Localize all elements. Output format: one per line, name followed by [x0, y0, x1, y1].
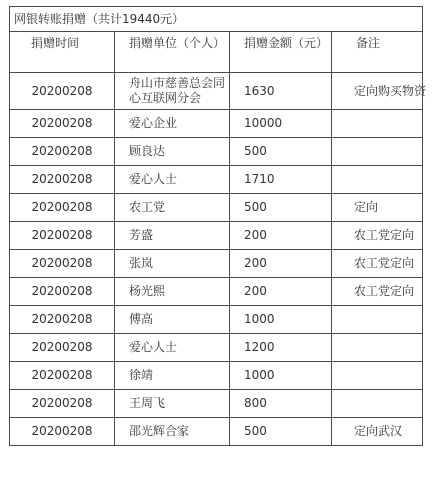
amount-cell: 10000 — [230, 110, 332, 138]
header-row — [10, 32, 423, 73]
unit-cell: 傅高 — [115, 306, 230, 334]
note-cell: 农工党定向 — [332, 278, 423, 306]
date-cell: 20200208 — [10, 278, 115, 306]
note-cell — [332, 166, 423, 194]
date-cell: 20200208 — [10, 390, 115, 418]
amount-cell: 1710 — [230, 166, 332, 194]
table-row — [10, 334, 423, 362]
unit-cell: 张岚 — [115, 250, 230, 278]
title-row — [10, 7, 423, 32]
date-cell: 20200208 — [10, 138, 115, 166]
unit-cell: 王周飞 — [115, 390, 230, 418]
table-row — [10, 222, 423, 250]
header-unit: 捐赠单位（个人） — [115, 32, 230, 73]
date-cell: 20200208 — [10, 110, 115, 138]
note-cell — [332, 306, 423, 334]
unit-cell: 爱心人士 — [115, 166, 230, 194]
note-cell: 农工党定向 — [332, 250, 423, 278]
header-date: 捐赠时间 — [10, 32, 115, 73]
note-cell: 定向武汉 — [332, 418, 423, 446]
unit-cell: 徐靖 — [115, 362, 230, 390]
amount-cell: 200 — [230, 222, 332, 250]
note-cell — [332, 390, 423, 418]
date-cell: 20200208 — [10, 306, 115, 334]
table-row — [10, 166, 423, 194]
table-row — [10, 250, 423, 278]
date-cell: 20200208 — [10, 250, 115, 278]
table-row — [10, 306, 423, 334]
note-cell — [332, 362, 423, 390]
note-cell — [332, 138, 423, 166]
date-cell: 20200208 — [10, 73, 115, 110]
unit-cell: 杨光熙 — [115, 278, 230, 306]
note-cell — [332, 110, 423, 138]
note-cell — [332, 334, 423, 362]
unit-cell: 舟山市慈善总会同心互联网分会 — [115, 73, 230, 110]
unit-cell: 农工党 — [115, 194, 230, 222]
table-row — [10, 418, 423, 446]
amount-cell: 800 — [230, 390, 332, 418]
table-row — [10, 73, 423, 110]
table-row — [10, 110, 423, 138]
unit-cell: 邵光辉合家 — [115, 418, 230, 446]
date-cell: 20200208 — [10, 418, 115, 446]
donation-sheet — [9, 6, 427, 446]
amount-cell: 500 — [230, 138, 332, 166]
header-note: 备注 — [332, 32, 423, 73]
unit-cell: 顾良达 — [115, 138, 230, 166]
amount-cell: 200 — [230, 250, 332, 278]
date-cell: 20200208 — [10, 362, 115, 390]
date-cell: 20200208 — [10, 334, 115, 362]
amount-cell: 1630 — [230, 73, 332, 110]
amount-cell: 1200 — [230, 334, 332, 362]
header-amount: 捐赠金额（元） — [230, 32, 332, 73]
unit-cell: 爱心人士 — [115, 334, 230, 362]
table-row — [10, 194, 423, 222]
table-title: 网银转账捐赠（共计19440元） — [10, 7, 423, 32]
table-row — [10, 390, 423, 418]
table-row — [10, 278, 423, 306]
unit-cell: 爱心企业 — [115, 110, 230, 138]
amount-cell: 1000 — [230, 362, 332, 390]
note-cell: 农工党定向 — [332, 222, 423, 250]
note-cell: 定向 — [332, 194, 423, 222]
date-cell: 20200208 — [10, 166, 115, 194]
note-cell: 定向购买物资 — [332, 73, 423, 110]
date-cell: 20200208 — [10, 194, 115, 222]
date-cell: 20200208 — [10, 222, 115, 250]
table-row — [10, 138, 423, 166]
amount-cell: 500 — [230, 418, 332, 446]
table-row — [10, 362, 423, 390]
donation-table — [9, 6, 427, 446]
amount-cell: 200 — [230, 278, 332, 306]
unit-cell: 芳盛 — [115, 222, 230, 250]
amount-cell: 500 — [230, 194, 332, 222]
amount-cell: 1000 — [230, 306, 332, 334]
